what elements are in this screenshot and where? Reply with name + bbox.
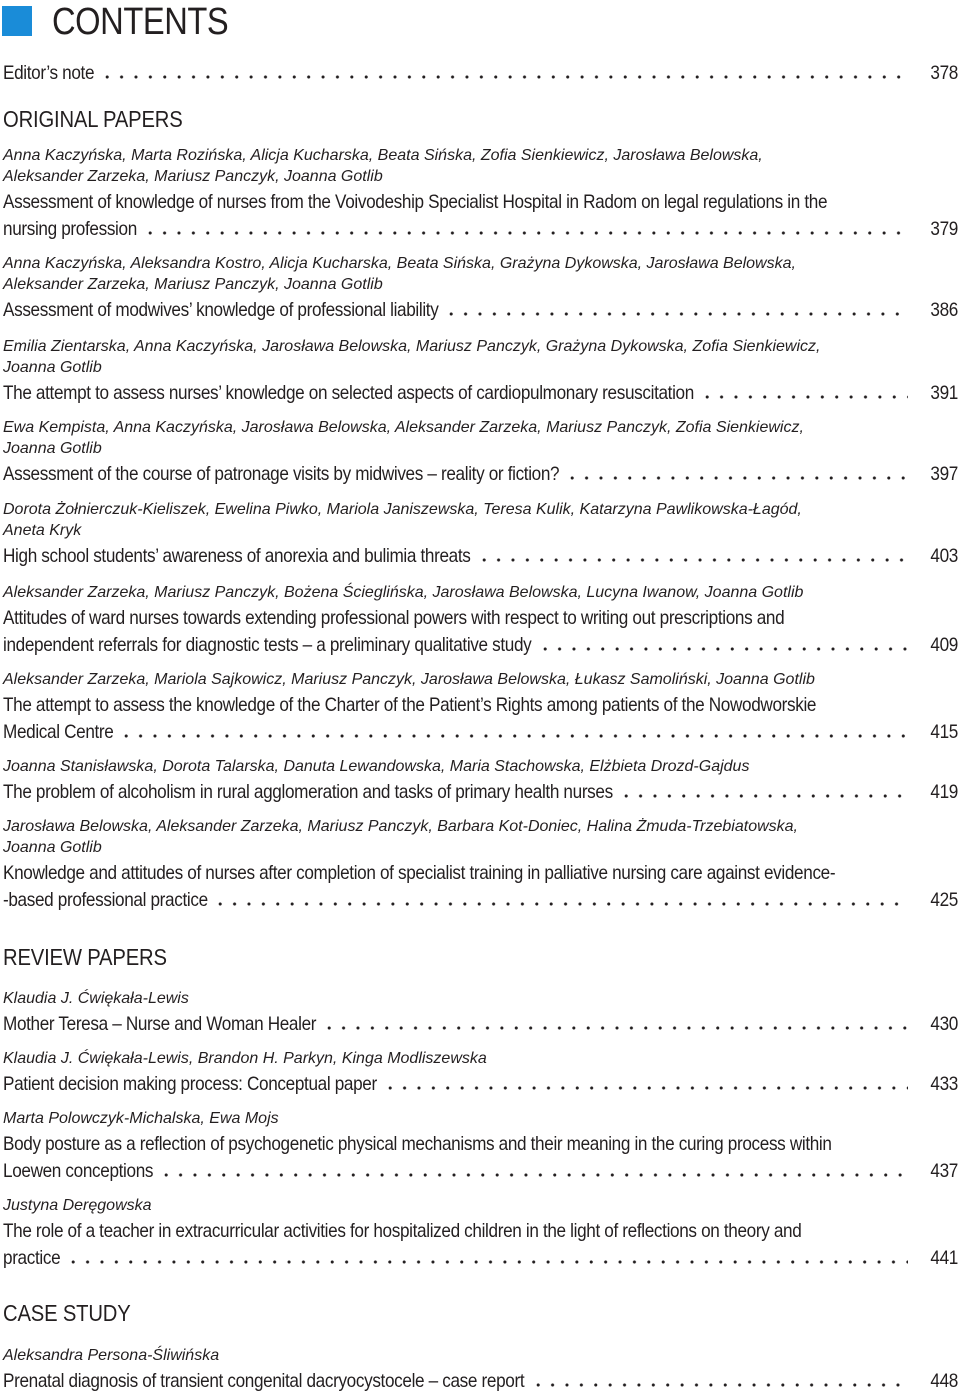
page-number: 409: [930, 634, 958, 656]
dot-leader: [700, 385, 908, 399]
entry-title-line: Knowledge and attitudes of nurses after completion of specialist training in palliative nursing care against evidence-: [3, 862, 836, 884]
entry-title-line: Patient decision making process: Conceptual paper: [3, 1073, 377, 1095]
page-number: 397: [930, 463, 958, 485]
entry-title-line: -based professional practice: [3, 889, 208, 911]
entry-title-row: [3, 632, 958, 659]
entry-title-row: [3, 887, 958, 914]
toc-entry[interactable]: [3, 779, 958, 806]
page-number: 379: [930, 218, 958, 240]
header-square-icon: [2, 6, 32, 36]
entry-title-row: [3, 1245, 958, 1272]
authors-line: Jarosława Belowska, Aleksander Zarzeka, Mariusz Panczyk, Barbara Kot-Doniec, Halina Żmuda-Trzebiatowska,: [3, 818, 798, 835]
toc-entry[interactable]: [3, 605, 958, 659]
entry-title-line: Body posture as a reflection of psychogenetic physical mechanisms and their meaning in the curing process within: [3, 1133, 832, 1155]
entry-title-row: [3, 779, 958, 806]
page-number: 433: [930, 1073, 958, 1095]
authors-line: Justyna Deręgowska: [3, 1197, 152, 1214]
editors-note-entry[interactable]: [3, 60, 958, 87]
authors: [3, 756, 953, 777]
entry-title-line: The attempt to assess nurses’ knowledge on selected aspects of cardiopulmonary resuscitation: [3, 382, 694, 404]
toc-entry[interactable]: [3, 461, 958, 488]
authors-line: Joanna Gotlib: [3, 440, 102, 457]
authors-line: Emilia Zientarska, Anna Kaczyńska, Jarosława Belowska, Mariusz Panczyk, Grażyna Dykowska, Zofia Sienkiewicz,: [3, 338, 821, 355]
entry-title-line: Medical Centre: [3, 721, 114, 743]
entry-title-line: Attitudes of ward nurses towards extending professional powers with respect to writing out prescriptions and: [3, 607, 785, 629]
authors-line: Klaudia J. Ćwiękała-Lewis, Brandon H. Parkyn, Kinga Modliszewska: [3, 1050, 487, 1067]
entry-title-line: Assessment of knowledge of nurses from the Voivodeship Specialist Hospital in Radom on legal regulations in the: [3, 191, 828, 213]
authors: [3, 253, 953, 295]
authors-line: Aleksander Zarzeka, Mariusz Panczyk, Joanna Gotlib: [3, 276, 383, 293]
authors: [3, 582, 953, 603]
authors: [3, 1345, 953, 1366]
dot-leader: [444, 302, 908, 316]
page-number: 425: [930, 889, 958, 911]
dot-leader: [66, 1250, 908, 1264]
toc-entry[interactable]: [3, 1011, 958, 1038]
toc-entry[interactable]: [3, 297, 958, 324]
entry-title-line: nursing profession: [3, 218, 137, 240]
authors: [3, 1195, 953, 1216]
page-number: 419: [930, 781, 958, 803]
toc-entry[interactable]: [3, 1368, 958, 1395]
authors: [3, 417, 953, 459]
authors-line: Klaudia J. Ćwiękała-Lewis: [3, 990, 189, 1007]
entry-title-row: [3, 216, 958, 243]
authors: [3, 499, 953, 541]
authors-line: Dorota Żołnierczuk-Kieliszek, Ewelina Piwko, Mariola Janiszewska, Teresa Kulik, Katarzyna Pawlikowska-Łagód,: [3, 501, 802, 518]
toc-entry[interactable]: [3, 1131, 958, 1185]
dot-leader: [213, 892, 908, 906]
entry-title: Editor’s note: [3, 62, 95, 84]
page-number: 437: [930, 1160, 958, 1182]
entry-title-row: [3, 1011, 958, 1038]
entry-title-line: independent referrals for diagnostic tests – a preliminary qualitative study: [3, 634, 532, 656]
entry-title-line: Assessment of modwives’ knowledge of professional liability: [3, 299, 439, 321]
authors-line: Joanna Gotlib: [3, 839, 102, 856]
authors-line: Aleksander Zarzeka, Mariola Sajkowicz, Mariusz Panczyk, Jarosława Belowska, Łukasz Samoliński, Joanna Gotlib: [3, 671, 815, 688]
authors: [3, 669, 953, 690]
toc-entry[interactable]: [3, 860, 958, 914]
toc-entry[interactable]: [3, 380, 958, 407]
page-number: 386: [930, 299, 958, 321]
authors: [3, 1108, 953, 1129]
entry-title-line: Mother Teresa – Nurse and Woman Healer: [3, 1013, 317, 1035]
entry-title-line: The problem of alcoholism in rural agglomeration and tasks of primary health nurses: [3, 781, 613, 803]
authors: [3, 145, 953, 187]
entry-title-line: Loewen conceptions: [3, 1160, 154, 1182]
page-number: 391: [930, 382, 958, 404]
dot-leader: [119, 724, 908, 738]
entry-title-line: High school students’ awareness of anorexia and bulimia threats: [3, 545, 471, 567]
toc-entry[interactable]: [3, 189, 958, 243]
entry-title-row: [3, 297, 958, 324]
toc-entry[interactable]: [3, 692, 958, 746]
toc-entry[interactable]: [3, 1071, 958, 1098]
dot-leader: [531, 1373, 908, 1387]
authors: [3, 1048, 953, 1069]
page-number: 448: [930, 1370, 958, 1392]
page-number: 415: [930, 721, 958, 743]
dot-leader: [565, 466, 908, 480]
section-heading: ORIGINAL PAPERS: [3, 106, 183, 132]
dot-leader: [322, 1016, 908, 1030]
authors: [3, 336, 953, 378]
page-number: 403: [930, 545, 958, 567]
dot-leader: [143, 221, 908, 235]
entry-title-row: [3, 380, 958, 407]
toc-entry[interactable]: [3, 1218, 958, 1272]
section-heading: REVIEW PAPERS: [3, 944, 167, 970]
dot-leader: [619, 784, 908, 798]
authors-line: Joanna Stanisławska, Dorota Talarska, Danuta Lewandowska, Maria Stachowska, Elżbieta Drozd-Gajdus: [3, 758, 750, 775]
authors-line: Joanna Gotlib: [3, 359, 102, 376]
entry-title-row: [3, 1071, 958, 1098]
entry-title-line: Assessment of the course of patronage visits by midwives – reality or fiction?: [3, 463, 560, 485]
entry-title-line: Prenatal diagnosis of transient congenital dacryocystocele – case report: [3, 1370, 525, 1392]
entry-title-line: practice: [3, 1247, 61, 1269]
authors-line: Aleksandra Persona-Śliwińska: [3, 1347, 220, 1364]
entry-title-line: The attempt to assess the knowledge of the Charter of the Patient’s Rights among patients of the Nowodworskie: [3, 694, 817, 716]
section-heading: CASE STUDY: [3, 1300, 131, 1326]
authors: [3, 816, 953, 858]
authors-line: Anna Kaczyńska, Aleksandra Kostro, Alicja Kucharska, Beata Sińska, Grażyna Dykowska, Jarosława Belowska,: [3, 255, 796, 272]
page-number: 430: [930, 1013, 958, 1035]
entry-title-row: [3, 461, 958, 488]
dot-leader: [159, 1163, 908, 1177]
authors-line: Aleksander Zarzeka, Mariusz Panczyk, Bożena Ścieglińska, Jarosława Belowska, Lucyna Iwanow, Joanna Gotlib: [3, 584, 804, 601]
dot-leader: [100, 65, 908, 79]
authors: [3, 988, 953, 1009]
entry-title-line: The role of a teacher in extracurricular activities for hospitalized children in the light of reflections on theory and: [3, 1220, 802, 1242]
toc-entry[interactable]: [3, 543, 958, 570]
page-title: CONTENTS: [52, 1, 229, 43]
authors-line: Anna Kaczyńska, Marta Rozińska, Alicja Kucharska, Beata Sińska, Zofia Sienkiewicz, Jarosława Belowska,: [3, 147, 763, 164]
authors-line: Marta Polowczyk-Michalska, Ewa Mojs: [3, 1110, 279, 1127]
entry-title-row: [3, 719, 958, 746]
entry-title-row: [3, 543, 958, 570]
entry-title-row: [3, 1368, 958, 1395]
page-number: 378: [930, 62, 958, 84]
authors-line: Aleksander Zarzeka, Mariusz Panczyk, Joanna Gotlib: [3, 168, 383, 185]
dot-leader: [477, 548, 908, 562]
authors-line: Ewa Kempista, Anna Kaczyńska, Jarosława Belowska, Aleksander Zarzeka, Mariusz Panczyk, Zofia Sienkiewicz,: [3, 419, 804, 436]
page-number: 441: [930, 1247, 958, 1269]
dot-leader: [538, 637, 908, 651]
dot-leader: [383, 1076, 908, 1090]
entry-title-row: [3, 1158, 958, 1185]
authors-line: Aneta Kryk: [3, 522, 82, 539]
